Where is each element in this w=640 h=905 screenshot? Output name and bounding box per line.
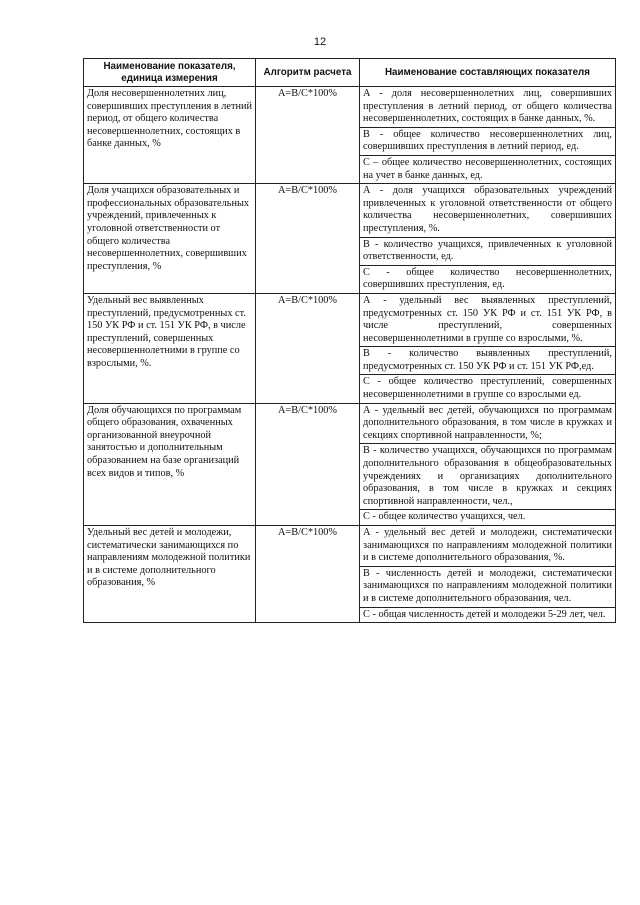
indicator-name: Доля учащихся образовательных и профессиональных образовательных учреждений, привлеченных к уголовной ответственности от общего количества несовершеннолетних, совершивших преступления, % bbox=[84, 184, 256, 294]
header-components: Наименование составляющих показателя bbox=[360, 59, 616, 87]
table-row bbox=[84, 184, 616, 237]
table-row bbox=[84, 526, 616, 567]
component-c: С - общее количество преступлений, совершенных несовершеннолетними в группе со взрослыми ед. bbox=[360, 375, 616, 403]
component-a: А - доля несовершеннолетних лиц, совершивших преступления в летний период, от общего количества несовершеннолетних, состоящих в банке данных, %. bbox=[360, 87, 616, 128]
indicator-name: Доля несовершеннолетних лиц, совершивших преступления в летний период, от общего количества несовершеннолетних, состоящих в банке данных, % bbox=[84, 87, 256, 184]
component-b: В - количество учащихся, привлеченных к уголовной ответственности, ед. bbox=[360, 237, 616, 265]
indicator-name: Удельный вес выявленных преступлений, предусмотренных ст. 150 УК РФ и ст. 151 УК РФ, в числе преступлений, совершенных несовершеннолетними в группе со взрослыми, %. bbox=[84, 293, 256, 403]
table-row bbox=[84, 293, 616, 346]
indicator-name: Доля обучающихся по программам общего образования, охваченных организованной внеурочной занятостью и дополнительным образованием на базе организаций всех видов и типов, % bbox=[84, 403, 256, 525]
header-name: Наименование показателя, единица измерения bbox=[84, 59, 256, 87]
table-header-row bbox=[84, 59, 616, 87]
indicator-algorithm: A=B/C*100% bbox=[256, 184, 360, 294]
component-b: В - общее количество несовершеннолетних лиц, совершивших преступления в летний период, ед. bbox=[360, 127, 616, 155]
component-a: А - удельный вес детей и молодежи, систематически занимающихся по направлениям молодежной политики и в системе дополнительного образования, %. bbox=[360, 526, 616, 567]
indicator-algorithm: A=B/C*100% bbox=[256, 403, 360, 525]
component-c: С – общее количество несовершеннолетних, состоящих на учет в банке данных, ед. bbox=[360, 155, 616, 183]
component-c: С - общее количество учащихся, чел. bbox=[360, 510, 616, 526]
table-row bbox=[84, 87, 616, 128]
header-algorithm: Алгоритм расчета bbox=[256, 59, 360, 87]
component-b: В - численность детей и молодежи, систематически занимающихся по направлениям молодежной политики и в системе дополнительного образования, чел. bbox=[360, 566, 616, 607]
table-row bbox=[84, 403, 616, 444]
page-number: 12 bbox=[313, 36, 327, 48]
component-b: В - количество учащихся, обучающихся по программам дополнительного образования в общеобразовательных учреждениях и организациях дополнительного образования, в том числе в кружках и секциях спортивной направленности, чел., bbox=[360, 444, 616, 510]
component-a: А - удельный вес выявленных преступлений, предусмотренных ст. 150 УК РФ и ст. 151 УК РФ, в числе преступлений, совершенных несовершеннолетними в группе со взрослыми, %. bbox=[360, 293, 616, 346]
component-c: С - общее количество несовершеннолетних, совершивших преступления, ед. bbox=[360, 265, 616, 293]
component-c: С - общая численность детей и молодежи 5-29 лет, чел. bbox=[360, 607, 616, 623]
indicator-name: Удельный вес детей и молодежи, систематически занимающихся по направлениям молодежной политики и в системе дополнительного образования, % bbox=[84, 526, 256, 623]
indicators-table bbox=[83, 58, 616, 623]
component-a: А - доля учащихся образовательных учреждений привлеченных к уголовной ответственности от общего количества несовершеннолетних, совершивших преступления, %. bbox=[360, 184, 616, 237]
component-a: А - удельный вес детей, обучающихся по программам дополнительного образования, в том числе в кружках и секциях спортивной направленности, %; bbox=[360, 403, 616, 444]
indicator-algorithm: A=B/C*100% bbox=[256, 293, 360, 403]
indicator-algorithm: A=B/C*100% bbox=[256, 87, 360, 184]
component-b: В - количество выявленных преступлений, предусмотренных ст. 150 УК РФ и ст. 151 УК РФ,ед. bbox=[360, 347, 616, 375]
indicator-algorithm: A=B/C*100% bbox=[256, 526, 360, 623]
